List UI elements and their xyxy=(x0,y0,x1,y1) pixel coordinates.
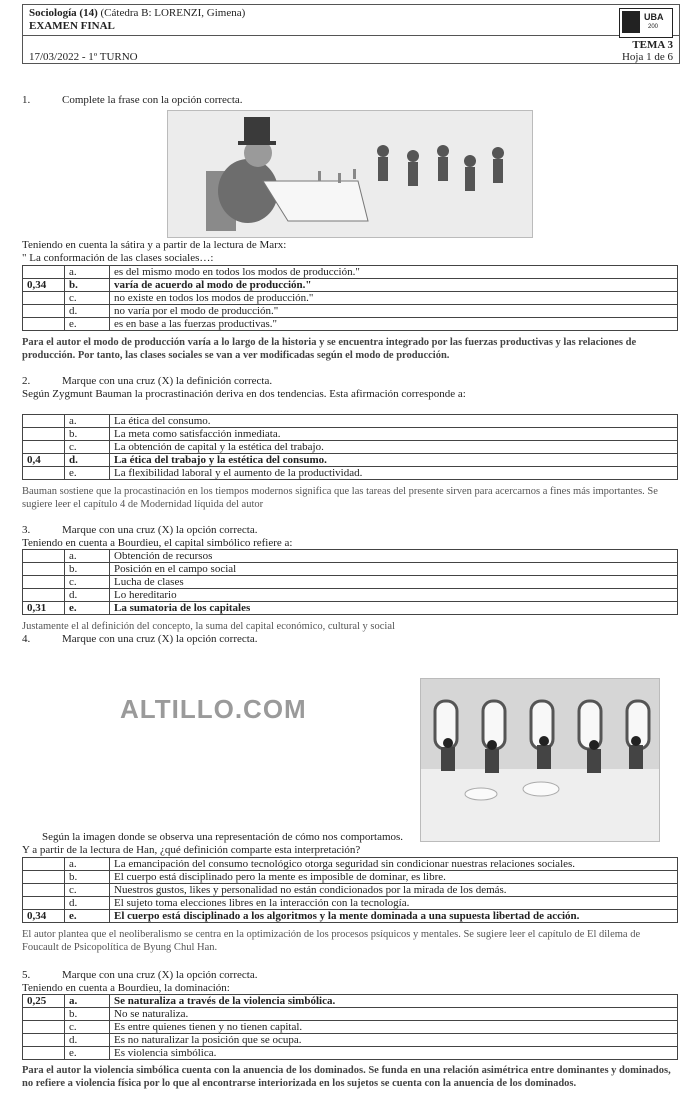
uba-logo: UBA 200 xyxy=(619,8,673,38)
exam-date: 17/03/2022 - 1º TURNO xyxy=(29,51,138,63)
marx-satire-illustration xyxy=(167,110,533,238)
option-row[interactable]: a. es del mismo modo en todos los modos de producción." xyxy=(23,266,678,279)
option-row[interactable]: b. El cuerpo está disciplinado pero la mente es imposible de dominar, es libre. xyxy=(23,871,678,884)
option-row-selected[interactable]: 0,34 b. varía de acuerdo al modo de producción." xyxy=(23,279,678,292)
question-2-options xyxy=(22,414,678,480)
question-2-context: Según Zygmunt Bauman la procrastinación deriva en dos tendencias. Esta afirmación corresponde a: xyxy=(22,388,466,400)
question-5-context: Teniendo en cuenta a Bourdieu, la dominación: xyxy=(22,982,230,994)
option-row-selected[interactable]: 0,25 a. Se naturaliza a través de la violencia simbólica. xyxy=(23,995,678,1008)
question-3-feedback: Justamente el al definición del concepto, la suma del capital económico, cultural y social xyxy=(22,621,395,632)
question-4-feedback: El autor plantea que el neoliberalismo se centra en la optimización de los procesos psíquicos y mentales. Se sugiere leer el capítulo de El dilema de Foucault de Psicopolítica de Byung Chul Han. xyxy=(22,929,641,953)
altillo-watermark: ALTILLO.COM xyxy=(120,694,307,724)
option-row[interactable]: c. La obtención de capital y la estética del trabajo. xyxy=(23,441,678,454)
question-1-context: Teniendo en cuenta la sátira y a partir de la lectura de Marx: xyxy=(22,239,287,251)
question-5-options xyxy=(22,994,678,1060)
question-1-prompt: 1. Complete la frase con la opción correcta. xyxy=(22,94,243,106)
option-row[interactable]: c. no existe en todos los modos de producción." xyxy=(23,292,678,305)
option-row[interactable]: c. Lucha de clases xyxy=(23,576,678,589)
option-row[interactable]: d. Lo hereditario xyxy=(23,589,678,602)
option-row[interactable]: a. La emancipación del consumo tecnológico otorga seguridad sin condicionar nuestras relaciones sociales. xyxy=(23,858,678,871)
exam-header xyxy=(22,4,680,64)
question-4-options xyxy=(22,857,678,923)
question-4-context: Según la imagen donde se observa una representación de cómo nos comportamos. xyxy=(42,831,404,843)
option-row[interactable]: d. Es no naturalizar la posición que se ocupa. xyxy=(23,1034,678,1047)
question-2-feedback: Bauman sostiene que la procastinación en los tiempos modernos significa que las tareas del presente sirven para acercarnos a fines más importantes. Se sugiere leer el capítulo 4 de Modernidad líquida del autor xyxy=(22,486,658,510)
question-5-feedback: Para el autor la violencia simbólica cuenta con la anuencia de los dominados. Se funda en una relación asimétrica entre dominantes y dominados, no refiere a violencia física por lo que al encontrarse interiorizada en los sujetos se cuenta con la anuencia de los dominados. xyxy=(22,1065,671,1089)
question-1-stem: " La conformación de las clases sociales…: xyxy=(22,252,214,264)
option-row[interactable]: d. El sujeto toma elecciones libres en la interacción con la tecnología. xyxy=(23,897,678,910)
question-5-prompt: 5. Marque con una cruz (X) la opción correcta. xyxy=(22,969,258,981)
question-4-stem: Y a partir de la lectura de Han, ¿qué definición comparte esta interpretación? xyxy=(22,844,361,856)
option-row[interactable]: a. Obtención de recursos xyxy=(23,550,678,563)
tema-label: TEMA 3 xyxy=(632,39,673,51)
option-row[interactable]: e. es en base a las fuerzas productivas." xyxy=(23,318,678,331)
course-title: Sociología (14) (Cátedra B: LORENZI, Gimena) xyxy=(29,7,246,19)
option-row[interactable]: e. Es violencia simbólica. xyxy=(23,1047,678,1060)
option-row[interactable]: c. Es entre quienes tienen y no tienen capital. xyxy=(23,1021,678,1034)
question-4-prompt: 4. Marque con una cruz (X) la opción correcta. xyxy=(22,633,258,645)
option-row[interactable]: b. La meta como satisfacción inmediata. xyxy=(23,428,678,441)
option-row[interactable]: b. Posición en el campo social xyxy=(23,563,678,576)
option-row[interactable]: c. Nuestros gustos, likes y personalidad no están condicionados por la mirada de los demás. xyxy=(23,884,678,897)
option-row[interactable]: e. La flexibilidad laboral y el aumento de la productividad. xyxy=(23,467,678,480)
page-indicator: Hoja 1 de 6 xyxy=(621,51,673,63)
option-row-selected[interactable]: 0,4 d. La ética del trabajo y la estética del consumo. xyxy=(23,454,678,467)
option-row-selected[interactable]: 0,34 e. El cuerpo está disciplinado a los algoritmos y la mente dominada a una supuesta libertad de acción. xyxy=(23,910,678,923)
option-row[interactable]: a. La ética del consumo. xyxy=(23,415,678,428)
option-row[interactable]: b. No se naturaliza. xyxy=(23,1008,678,1021)
question-3-context: Teniendo en cuenta a Bourdieu, el capital simbólico refiere a: xyxy=(22,537,293,549)
option-row[interactable]: d. no varía por el modo de producción." xyxy=(23,305,678,318)
question-2-prompt: 2. Marque con una cruz (X) la definición correcta. xyxy=(22,375,273,387)
question-1-options xyxy=(22,265,678,331)
header-divider xyxy=(23,35,679,36)
question-3-options xyxy=(22,549,678,615)
option-row-selected[interactable]: 0,31 e. La sumatoria de los capitales xyxy=(23,602,678,615)
airplane-passengers-illustration xyxy=(420,678,660,842)
question-1-feedback: Para el autor el modo de producción varía a lo largo de la historia y se encuentra integrado por las fuerzas productivas y las relaciones de producción. Por tanto, las clases sociales se van a ver modificadas según el modo de producción. xyxy=(22,337,637,361)
exam-title: EXAMEN FINAL xyxy=(29,20,115,32)
question-3-prompt: 3. Marque con una cruz (X) la opción correcta. xyxy=(22,524,258,536)
